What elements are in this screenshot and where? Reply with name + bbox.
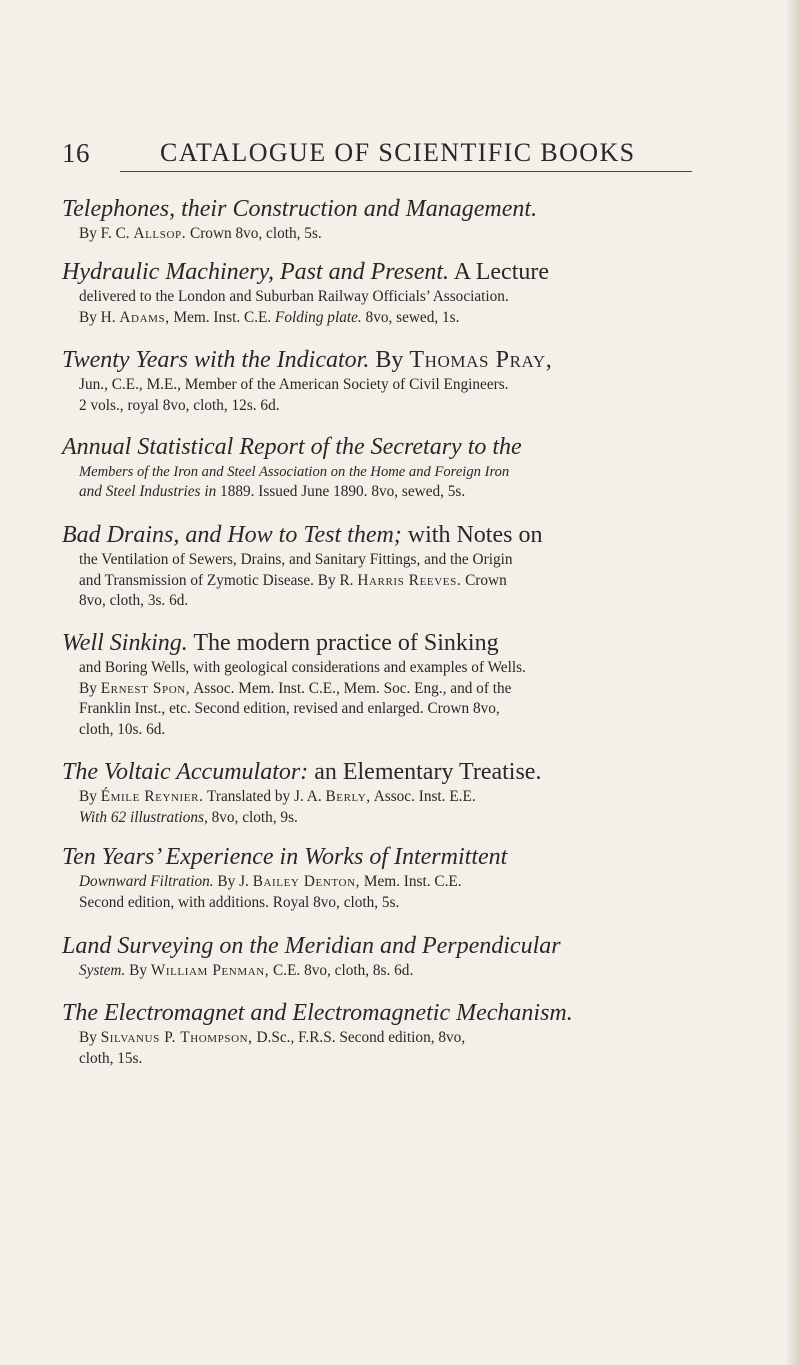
entry-title-text: Hydraulic Machinery, Past and Present.	[62, 259, 450, 285]
entry-text-italic: With 62 illustrations,	[79, 808, 208, 826]
entry-body	[79, 287, 782, 328]
entry-body	[79, 482, 782, 503]
catalogue-entry	[62, 195, 782, 245]
entry-text: Franklin Inst., etc. Second edition, revised and enlarged. Crown 8vo,	[79, 700, 500, 717]
entry-text: Assoc. Inst. E.E.	[370, 788, 476, 805]
entry-title-rest: with Notes on	[401, 522, 543, 548]
entry-title-text: Land Surveying on the Meridian and Perpendicular	[62, 933, 561, 959]
entry-body	[79, 658, 782, 740]
entry-author: Bailey Denton,	[252, 873, 361, 890]
entry-text: 8vo, cloth, 9s.	[207, 808, 298, 826]
entry-title-text: Ten Years’ Experience in Works of Intermittent	[62, 844, 508, 870]
entry-body	[79, 872, 782, 913]
entry-text: Crown	[461, 571, 507, 589]
entry-text: Crown 8vo, cloth, 5s.	[186, 225, 322, 242]
entry-title-text: The Electromagnet and Electromagnetic Mechanism.	[62, 1000, 573, 1026]
entry-body	[79, 375, 782, 416]
entry-text: 8vo, cloth, 3s. 6d.	[79, 592, 189, 609]
entry-text: and Boring Wells, with geological considerations and examples of Wells.	[79, 659, 526, 676]
entry-title	[62, 258, 782, 287]
page-header	[62, 138, 762, 172]
entry-text: 1889. Issued June 1890. 8vo, sewed, 5s.	[216, 483, 466, 500]
entry-author: Adams,	[119, 308, 170, 326]
entry-text: By	[79, 788, 101, 805]
entry-text: delivered to the London and Suburban Railway Officials’ Association.	[79, 288, 509, 305]
entry-title-text: The Voltaic Accumulator:	[62, 759, 309, 785]
entry-text-italic: Members of the Iron and Steel Association on the Home and Foreign Iron	[79, 464, 510, 480]
entry-text: Second edition, with additions. Royal 8vo, cloth, 5s.	[79, 893, 400, 911]
catalogue-entry	[62, 932, 782, 982]
entry-title-text: Well Sinking.	[62, 630, 188, 656]
entry-title	[62, 195, 782, 224]
entry-text: the Ventilation of Sewers, Drains, and Sanitary Fittings, and the Origin	[79, 551, 513, 568]
page-number: 16	[62, 138, 90, 168]
entry-text: By H.	[79, 308, 120, 326]
entry-title-text: Annual Statistical Report of the Secretary to the	[62, 434, 522, 460]
entry-text: C.E. 8vo, cloth, 8s. 6d.	[269, 962, 414, 979]
entry-title-rest: By	[369, 347, 410, 373]
entry-text: By J.	[213, 873, 253, 890]
catalogue-entry	[62, 346, 782, 416]
catalogue-entry	[62, 629, 782, 740]
entry-author: Allsop.	[133, 225, 187, 242]
catalogue-entry	[62, 258, 782, 328]
entry-title-text: Telephones, their Construction and Management.	[62, 196, 538, 222]
entry-body	[79, 550, 782, 612]
entry-body	[79, 224, 782, 245]
entry-title	[62, 629, 782, 658]
entry-text-italic: System.	[79, 962, 126, 979]
entry-text: cloth, 15s.	[79, 1049, 143, 1067]
entry-text: By	[79, 679, 101, 697]
entry-author: William Penman,	[150, 962, 270, 979]
entry-author: Silvanus P. Thompson,	[100, 1029, 253, 1046]
running-head: CATALOGUE OF SCIENTIFIC BOOKS	[160, 138, 636, 167]
header-rule	[120, 171, 692, 172]
entry-title	[62, 521, 782, 550]
entry-author: Ernest Spon,	[100, 679, 191, 697]
entry-author: Berly,	[325, 788, 371, 805]
catalogue-entry	[62, 521, 782, 612]
catalogue-entry	[62, 999, 782, 1069]
entry-title-text: Bad Drains, and How to Test them;	[62, 522, 402, 548]
entry-author: Émile Reynier.	[100, 788, 204, 805]
entry-text: By	[125, 962, 151, 979]
entry-text: 2 vols., royal 8vo, cloth, 12s. 6d.	[79, 396, 280, 414]
entry-title-text: Twenty Years with the Indicator.	[62, 347, 370, 373]
entry-title	[62, 999, 782, 1028]
entry-title	[62, 932, 782, 961]
entry-title	[62, 433, 782, 462]
entry-title	[62, 843, 782, 872]
entry-text-italic: Folding plate.	[275, 308, 362, 326]
entry-text: Mem. Inst. C.E.	[360, 873, 462, 890]
entry-text: 8vo, sewed, 1s.	[361, 308, 460, 326]
entry-title-rest: an Elementary Treatise.	[308, 759, 542, 785]
entry-text: Jun., C.E., M.E., Member of the American Society of Civil Engineers.	[79, 376, 509, 393]
entry-text: Mem. Inst. C.E.	[169, 308, 276, 326]
entry-author: Harris Reeves.	[357, 571, 462, 589]
entry-text: D.Sc., F.R.S. Second edition, 8vo,	[252, 1029, 466, 1046]
page-edge-shadow	[786, 0, 800, 1365]
entry-text: Translated by J. A.	[203, 788, 326, 805]
entry-title	[62, 758, 782, 787]
entry-text: By	[79, 1029, 101, 1046]
entry-text-italic: Downward Filtration.	[79, 873, 214, 890]
entry-text: and Transmission of Zymotic Disease. By R.	[79, 571, 358, 589]
entry-title-rest: The modern practice of Sinking	[187, 630, 499, 656]
catalogue-entry	[62, 433, 782, 503]
entry-text: cloth, 10s. 6d.	[79, 720, 166, 738]
entry-text: By F. C.	[79, 225, 134, 242]
entry-text: Assoc. Mem. Inst. C.E., Mem. Soc. Eng., and of the	[190, 679, 512, 697]
entry-author: Thomas Pray,	[409, 347, 553, 373]
catalogue-entry	[62, 843, 782, 913]
catalogue-entry	[62, 758, 782, 828]
entry-body	[79, 961, 782, 982]
entry-title	[62, 346, 782, 375]
entry-body	[79, 1028, 782, 1069]
entry-title-rest: A Lecture	[449, 259, 550, 285]
entry-body	[79, 787, 782, 828]
entry-text-italic: and Steel Industries in	[79, 483, 217, 500]
